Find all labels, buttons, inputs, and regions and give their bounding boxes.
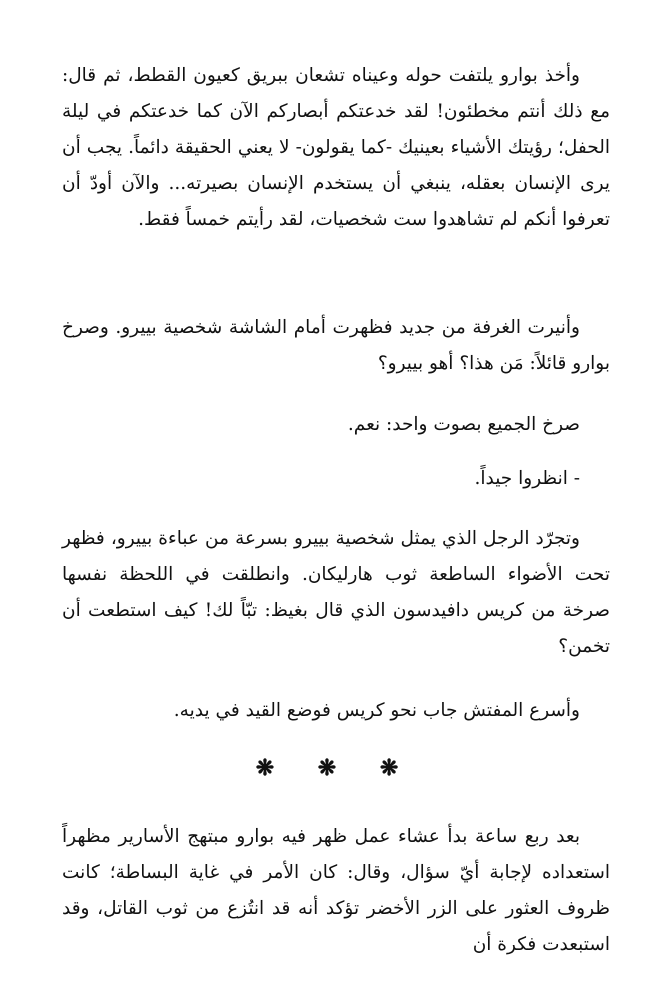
paragraph: وأنيرت الغرفة من جديد فظهرت أمام الشاشة شخصية بييرو. وصرخ بوارو قائلاً: مَن هذا؟ أهو بييرو؟	[62, 317, 610, 374]
paragraph: وأخذ بوارو يلتفت حوله وعيناه تشعان ببريق كعيون القطط، ثم قال: مع ذلك أنتم مخطئون! لقد خدعتكم أبصاركم الآن كما خدعتكم في ليلة الحفل؛ رؤيتك الأشياء بعينيك -كما يقولون- لا يعني الحقيقة دائماً. يجب أن يرى الإنسان بعقله، ينبغي أن يستخدم الإنسان بصيرته... والآن أودّ أن تعرفوا أنكم لم تشاهدوا ست شخصيات، لقد رأيتم خمساً فقط.	[62, 65, 610, 230]
paragraph: صرخ الجميع بصوت واحد: نعم.	[347, 414, 580, 435]
section-divider: ❋ ❋ ❋	[255, 755, 417, 781]
paragraph: وأسرع المفتش جاب نحو كريس فوضع القيد في يديه.	[173, 700, 580, 721]
paragraph: بعد ربع ساعة بدأ عشاء عمل ظهر فيه بوارو مبتهج الأسارير مظهراً استعداده لإجابة أيّ سؤال، وقال: كان الأمر في غاية البساطة؛ كانت ظروف العثور على الزر الأخضر تؤكد أنه قد انتُزع من ثوب القاتل، وقد استبعدت فكرة أن	[62, 826, 610, 955]
paragraph: - انظروا جيداً.	[474, 468, 580, 489]
paragraph: وتجرّد الرجل الذي يمثل شخصية بييرو بسرعة من عباءة بييرو، فظهر تحت الأضواء الساطعة ثوب هارليكان. وانطلقت في اللحظة نفسها صرخة من كريس دافيدسون الذي قال بغيظ: تبّاً لك! كيف استطعت أن تخمن؟	[62, 528, 610, 657]
